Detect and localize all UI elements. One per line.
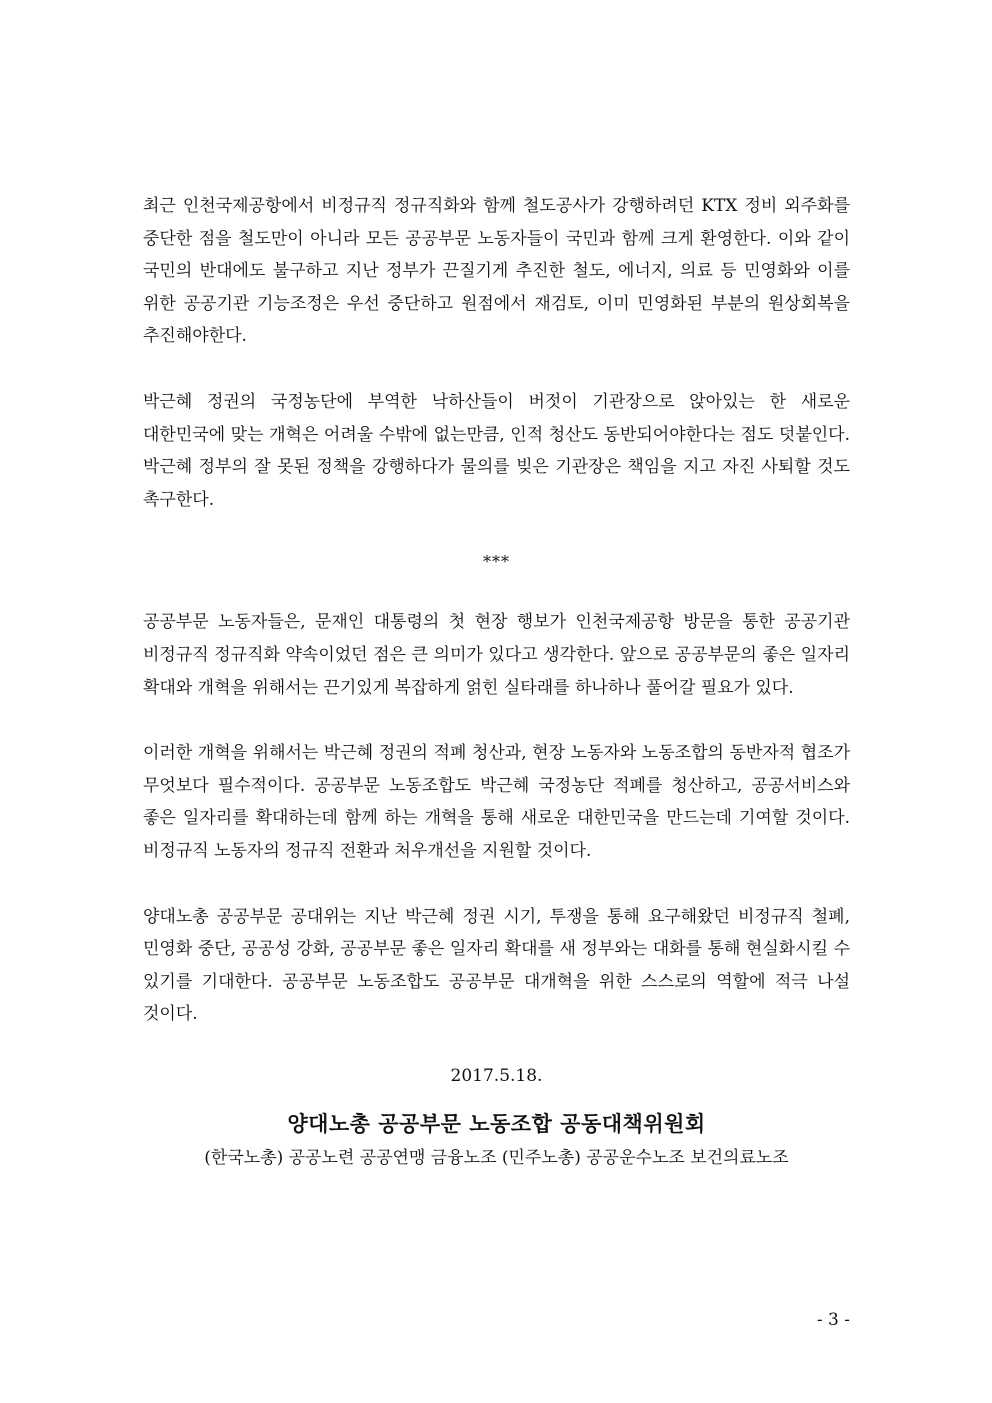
document-date: 2017.5.18. xyxy=(450,1065,543,1086)
organization-name: 양대노총 공공부문 노동조합 공동대책위원회 xyxy=(287,1110,706,1136)
paragraph-privatization-halt: 최근 인천국제공항에서 비정규직 정규직화와 함께 철도공사가 강행하려던 KTX 정비 외주화를 중단한 점을 철도만이 아니라 모든 공공부문 노동자들이 국민과 함께 크게 환영한다. 이와 같이 국민의 반대에도 불구하고 지난 정부가 끈질기게 추진한 철도, 에너지, 의료 등 민영화와 이를 위한 공공기관 기능조정은 우선 중단하고 원점에서 재검토, 이미 민영화된 부분의 원상회복을 추진해야한다. xyxy=(143,196,850,347)
paragraph-reform-cooperation: 이러한 개혁을 위해서는 박근혜 정권의 적폐 청산과, 현장 노동자와 노동조합의 동반자적 협조가 무엇보다 필수적이다. 공공부문 노동조합도 박근혜 국정농단 적폐를 청산하고, 공공서비스와 좋은 일자리를 확대하는데 함께 하는 개혁을 통해 새로운 대한민국을 만드는데 기여할 것이다. 비정규직 노동자의 정규직 전환과 처우개선을 지원할 것이다. xyxy=(143,743,850,861)
paragraph-personnel-cleanup: 박근혜 정권의 국정농단에 부역한 낙하산들이 버젓이 기관장으로 앉아있는 한 새로운 대한민국에 맞는 개혁은 어려울 수밖에 없는만큼, 인적 청산도 동반되어야한다는 점도 덧붙인다. 박근혜 정부의 잘 못된 정책을 강행하다가 물의를 빚은 기관장은 책임을 지고 자진 사퇴할 것도 촉구한다. xyxy=(143,391,850,510)
section-divider: *** xyxy=(483,552,510,572)
document-body xyxy=(143,190,850,1173)
paragraph-committee-expectation: 양대노총 공공부문 공대위는 지난 박근혜 정권 시기, 투쟁을 통해 요구해왔던 비정규직 철폐, 민영화 중단, 공공성 강화, 공공부문 좋은 일자리 확대를 새 정부와는 대화를 통해 현실화시킬 수 있기를 기대한다. 공공부문 노동조합도 공공부문 대개혁을 위한 스스로의 역할에 적극 나설 것이다. xyxy=(143,906,850,1025)
paragraph-president-visit: 공공부문 노동자들은, 문재인 대통령의 첫 현장 행보가 인천국제공항 방문을 통한 공공기관 비정규직 정규직화 약속이었던 점은 큰 의미가 있다고 생각한다. 앞으로 공공부문의 좋은 일자리 확대와 개혁을 위해서는 끈기있게 복잡하게 얽힌 실타래를 하나하나 풀어갈 필요가 있다. xyxy=(143,612,850,698)
page-number: - 3 - xyxy=(816,1310,850,1330)
member-unions: (한국노총) 공공노련 공공연맹 금융노조 (민주노총) 공공운수노조 보건의료노조 xyxy=(204,1147,789,1168)
